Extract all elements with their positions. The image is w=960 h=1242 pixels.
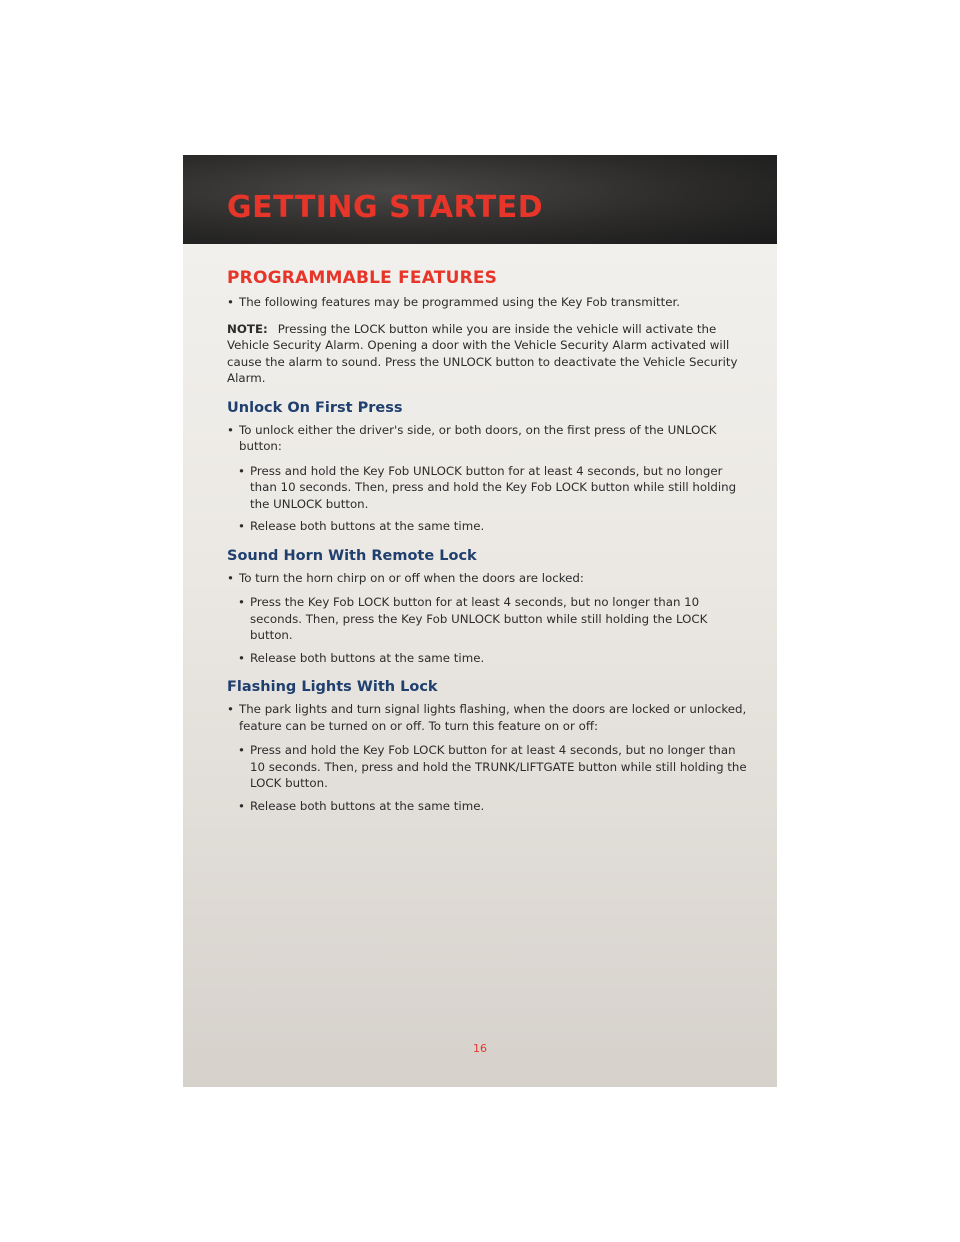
- bullet-dot: •: [238, 798, 245, 813]
- subsection-title-flashing-lights: Flashing Lights With Lock: [227, 679, 438, 695]
- manual-page: [183, 155, 777, 1087]
- bullet-text: Release both buttons at the same time.: [250, 798, 485, 813]
- section-title: PROGRAMMABLE FEATURES: [227, 268, 498, 288]
- bullet-text: Release both buttons at the same time.: [250, 650, 485, 665]
- list-item: [238, 650, 747, 667]
- note-text: Pressing the LOCK button while you are inside the vehicle will activate the Vehicle Security Alarm. Opening a door with the Vehicle Security Alarm activated will cause the alarm to sound. Press the UNLOCK button to deactivate the Vehicle Security Alarm.: [227, 321, 738, 385]
- bullet-text: Press and hold the Key Fob UNLOCK button for at least 4 seconds, but no longer than 10 seconds. Then, press and hold the Key Fob LOCK button while still holding the UNLOCK button.: [250, 463, 737, 511]
- subsection-title-sound-horn: Sound Horn With Remote Lock: [227, 547, 477, 564]
- bullet-dot: •: [238, 463, 245, 478]
- bullet-dot: •: [227, 295, 234, 309]
- bullet-dot: •: [238, 595, 245, 609]
- subsection-title-unlock-on-first-press: Unlock On First Press: [227, 399, 403, 416]
- bullet-dot: •: [227, 570, 234, 585]
- list-item: [238, 742, 747, 792]
- list-item: [238, 463, 747, 513]
- bullet-text: Press and hold the Key Fob LOCK button for at least 4 seconds, but no longer than 10 seconds. Then, press and hold the TRUNK/LIFTGATE button while still holding the LOCK button.: [250, 743, 747, 790]
- page-header: [183, 155, 777, 244]
- bullet-text: Press the Key Fob LOCK button for at least 4 seconds, but no longer than 10 seconds. Then, press the Key Fob UNLOCK button while still holding the LOCK button.: [250, 595, 708, 642]
- bullet-dot: •: [227, 702, 234, 716]
- bullet-text: The following features may be programmed using the Key Fob transmitter.: [239, 295, 681, 309]
- bullet-dot: •: [238, 650, 245, 665]
- header-title: GETTING STARTED: [227, 190, 544, 225]
- bullet-text: Release both buttons at the same time.: [250, 519, 485, 533]
- list-item: [227, 701, 747, 734]
- note-label: NOTE:: [227, 321, 268, 336]
- list-item: [227, 422, 747, 455]
- bullet-text: To turn the horn chirp on or off when the doors are locked:: [239, 570, 584, 585]
- list-item: [238, 518, 747, 535]
- note-paragraph: [227, 321, 747, 387]
- bullet-dot: •: [227, 422, 234, 437]
- list-item: [238, 594, 747, 644]
- bullet-text: The park lights and turn signal lights flashing, when the doors are locked or unlocked, feature can be turned on or off. To turn this feature on or off:: [239, 702, 747, 733]
- list-item: [227, 570, 747, 587]
- bullet-dot: •: [238, 743, 245, 757]
- bullet-dot: •: [238, 519, 245, 533]
- intro-bullet: [227, 294, 747, 311]
- list-item: [238, 798, 747, 815]
- page-number: 16: [473, 1042, 487, 1055]
- page-content: [227, 268, 747, 820]
- bullet-text: To unlock either the driver's side, or both doors, on the first press of the UNLOCK button:: [239, 422, 717, 453]
